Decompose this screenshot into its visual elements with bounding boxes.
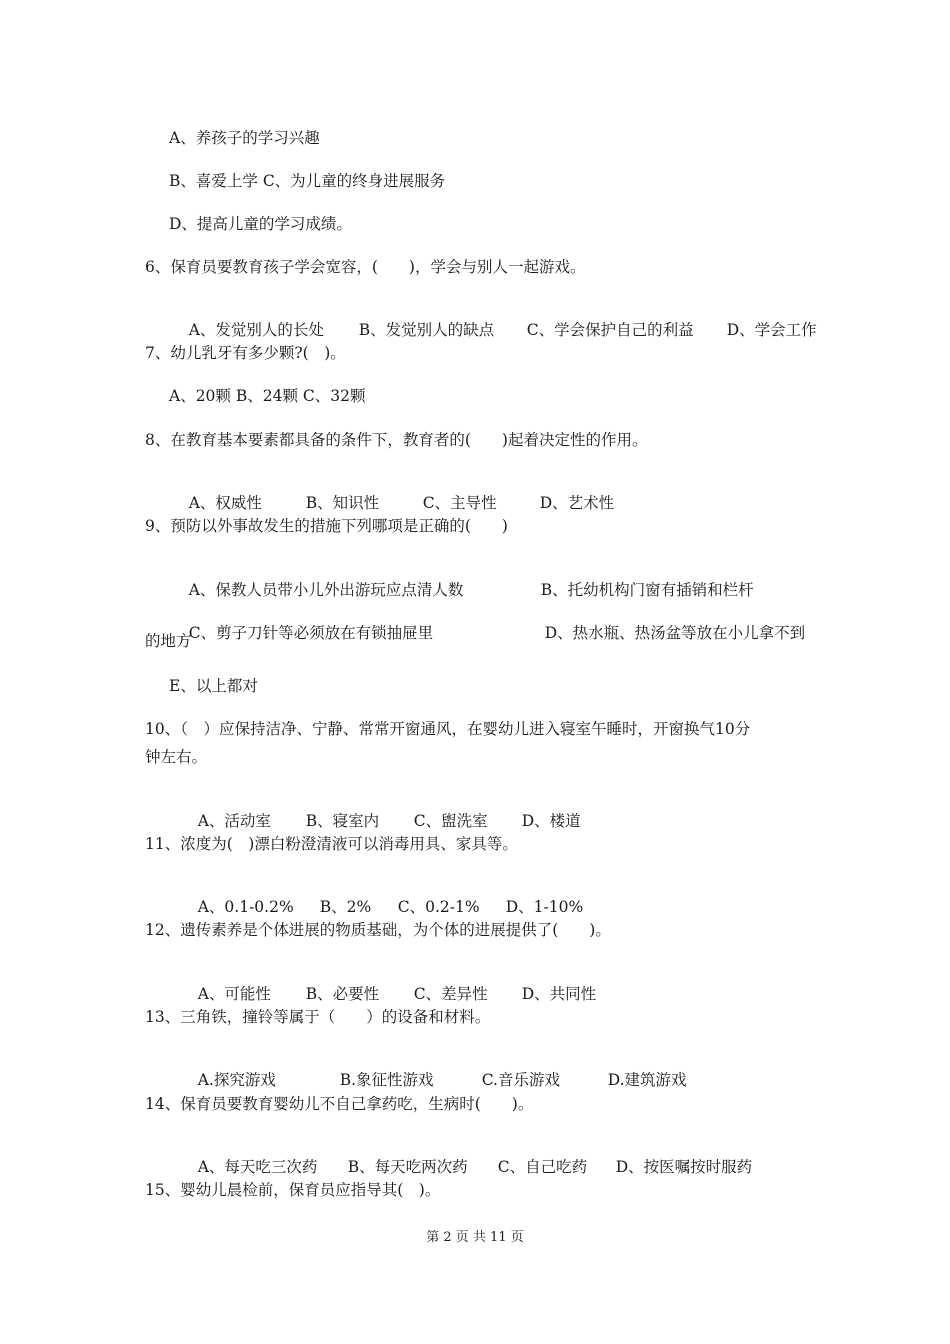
- q9-option-e: E、以上都对: [169, 677, 258, 695]
- q12-option-b: B、必要性: [305, 985, 380, 1003]
- q8-stem: 8、在教育基本要素都具备的条件下，教育者的( )起着决定性的作用。: [145, 431, 648, 449]
- q13-stem: 13、三角铁，撞铃等属于（ ）的设备和材料。: [145, 1008, 491, 1026]
- q14-option-d: D、按医嘱按时服药: [615, 1158, 753, 1176]
- q10-option-d: D、楼道: [521, 812, 581, 830]
- q9-options-cd: [169, 603, 805, 663]
- q8-option-c: C、主导性: [422, 494, 497, 512]
- q6-option-b: B、发觉别人的缺点: [358, 321, 495, 339]
- q14-option-c: C、自己吃药: [497, 1158, 588, 1176]
- q7-options: A、20颗 B、24颗 C、32颗: [169, 387, 366, 405]
- q12-option-c: C、差异性: [413, 985, 488, 1003]
- q11-option-d: D、1-10%: [505, 898, 584, 916]
- q14-option-a: A、每天吃三次药: [197, 1158, 318, 1176]
- q9-option-a: A、保教人员带小儿外出游玩应点清人数: [188, 581, 464, 599]
- q11-option-b: B、2%: [319, 898, 372, 916]
- q8-option-b: B、知识性: [305, 494, 380, 512]
- q9-option-b: B、托幼机构门窗有插销和栏杆: [540, 581, 754, 599]
- q5-option-d: D、提高儿童的学习成绩。: [169, 215, 352, 233]
- q9-option-d: D、热水瓶、热汤盆等放在小儿拿不到: [544, 624, 806, 642]
- q10-option-a: A、活动室: [197, 812, 271, 830]
- q8-option-d: D、艺术性: [539, 494, 615, 512]
- q6-option-d: D、学会工作: [726, 321, 817, 339]
- q6-stem: 6、保育员要教育孩子学会宽容，( )，学会与别人一起游戏。: [145, 258, 586, 276]
- q12-option-d: D、共同性: [521, 985, 597, 1003]
- q11-stem: 11、浓度为( )漂白粉澄清液可以消毒用具、家具等。: [145, 835, 518, 853]
- q14-option-b: B、每天吃两次药: [347, 1158, 468, 1176]
- q15-stem: 15、婴幼儿晨检前，保育员应指导其( )。: [145, 1181, 441, 1199]
- q10-option-c: C、盥洗室: [413, 812, 488, 830]
- q6-option-a: A、发觉别人的长处: [188, 321, 324, 339]
- q13-option-d: D.建筑游戏: [607, 1071, 687, 1089]
- q10-stem-continued: 钟左右。: [145, 748, 208, 766]
- q9-option-d-continued: 的地方: [145, 632, 192, 650]
- q11-option-c: C、0.2-1%: [397, 898, 480, 916]
- q6-option-c: C、学会保护自己的利益: [526, 321, 694, 339]
- q10-option-b: B、寝室内: [305, 812, 380, 830]
- q14-stem: 14、保育员要教育婴幼儿不自己拿药吃，生病时( )。: [145, 1095, 534, 1113]
- q9-option-c: C、剪子刀针等必须放在有锁抽屉里: [188, 624, 434, 642]
- page-footer: 第 2 页 共 11 页: [426, 1230, 524, 1245]
- q9-stem: 9、预防以外事故发生的措施下列哪项是正确的( ): [145, 517, 508, 535]
- q13-option-a: A.探究游戏: [197, 1071, 276, 1089]
- q13-option-b: B.象征性游戏: [339, 1071, 434, 1089]
- q11-option-a: A、0.1-0.2%: [197, 898, 294, 916]
- q12-stem: 12、遗传素养是个体进展的物质基础，为个体的进展提供了( )。: [145, 921, 611, 939]
- q8-option-a: A、权威性: [188, 494, 262, 512]
- q10-stem: 10、（ ）应保持洁净、宁静、常常开窗通风，在婴幼儿进入寝室午睡时，开窗换气10分: [145, 720, 751, 738]
- q13-option-c: C.音乐游戏: [481, 1071, 560, 1089]
- q5-option-a: A、养孩子的学习兴趣: [169, 129, 320, 147]
- q12-option-a: A、可能性: [197, 985, 271, 1003]
- q7-stem: 7、幼儿乳牙有多少颗?( )。: [145, 344, 346, 362]
- q5-option-bc: B、喜爱上学 C、为儿童的终身进展服务: [169, 172, 446, 190]
